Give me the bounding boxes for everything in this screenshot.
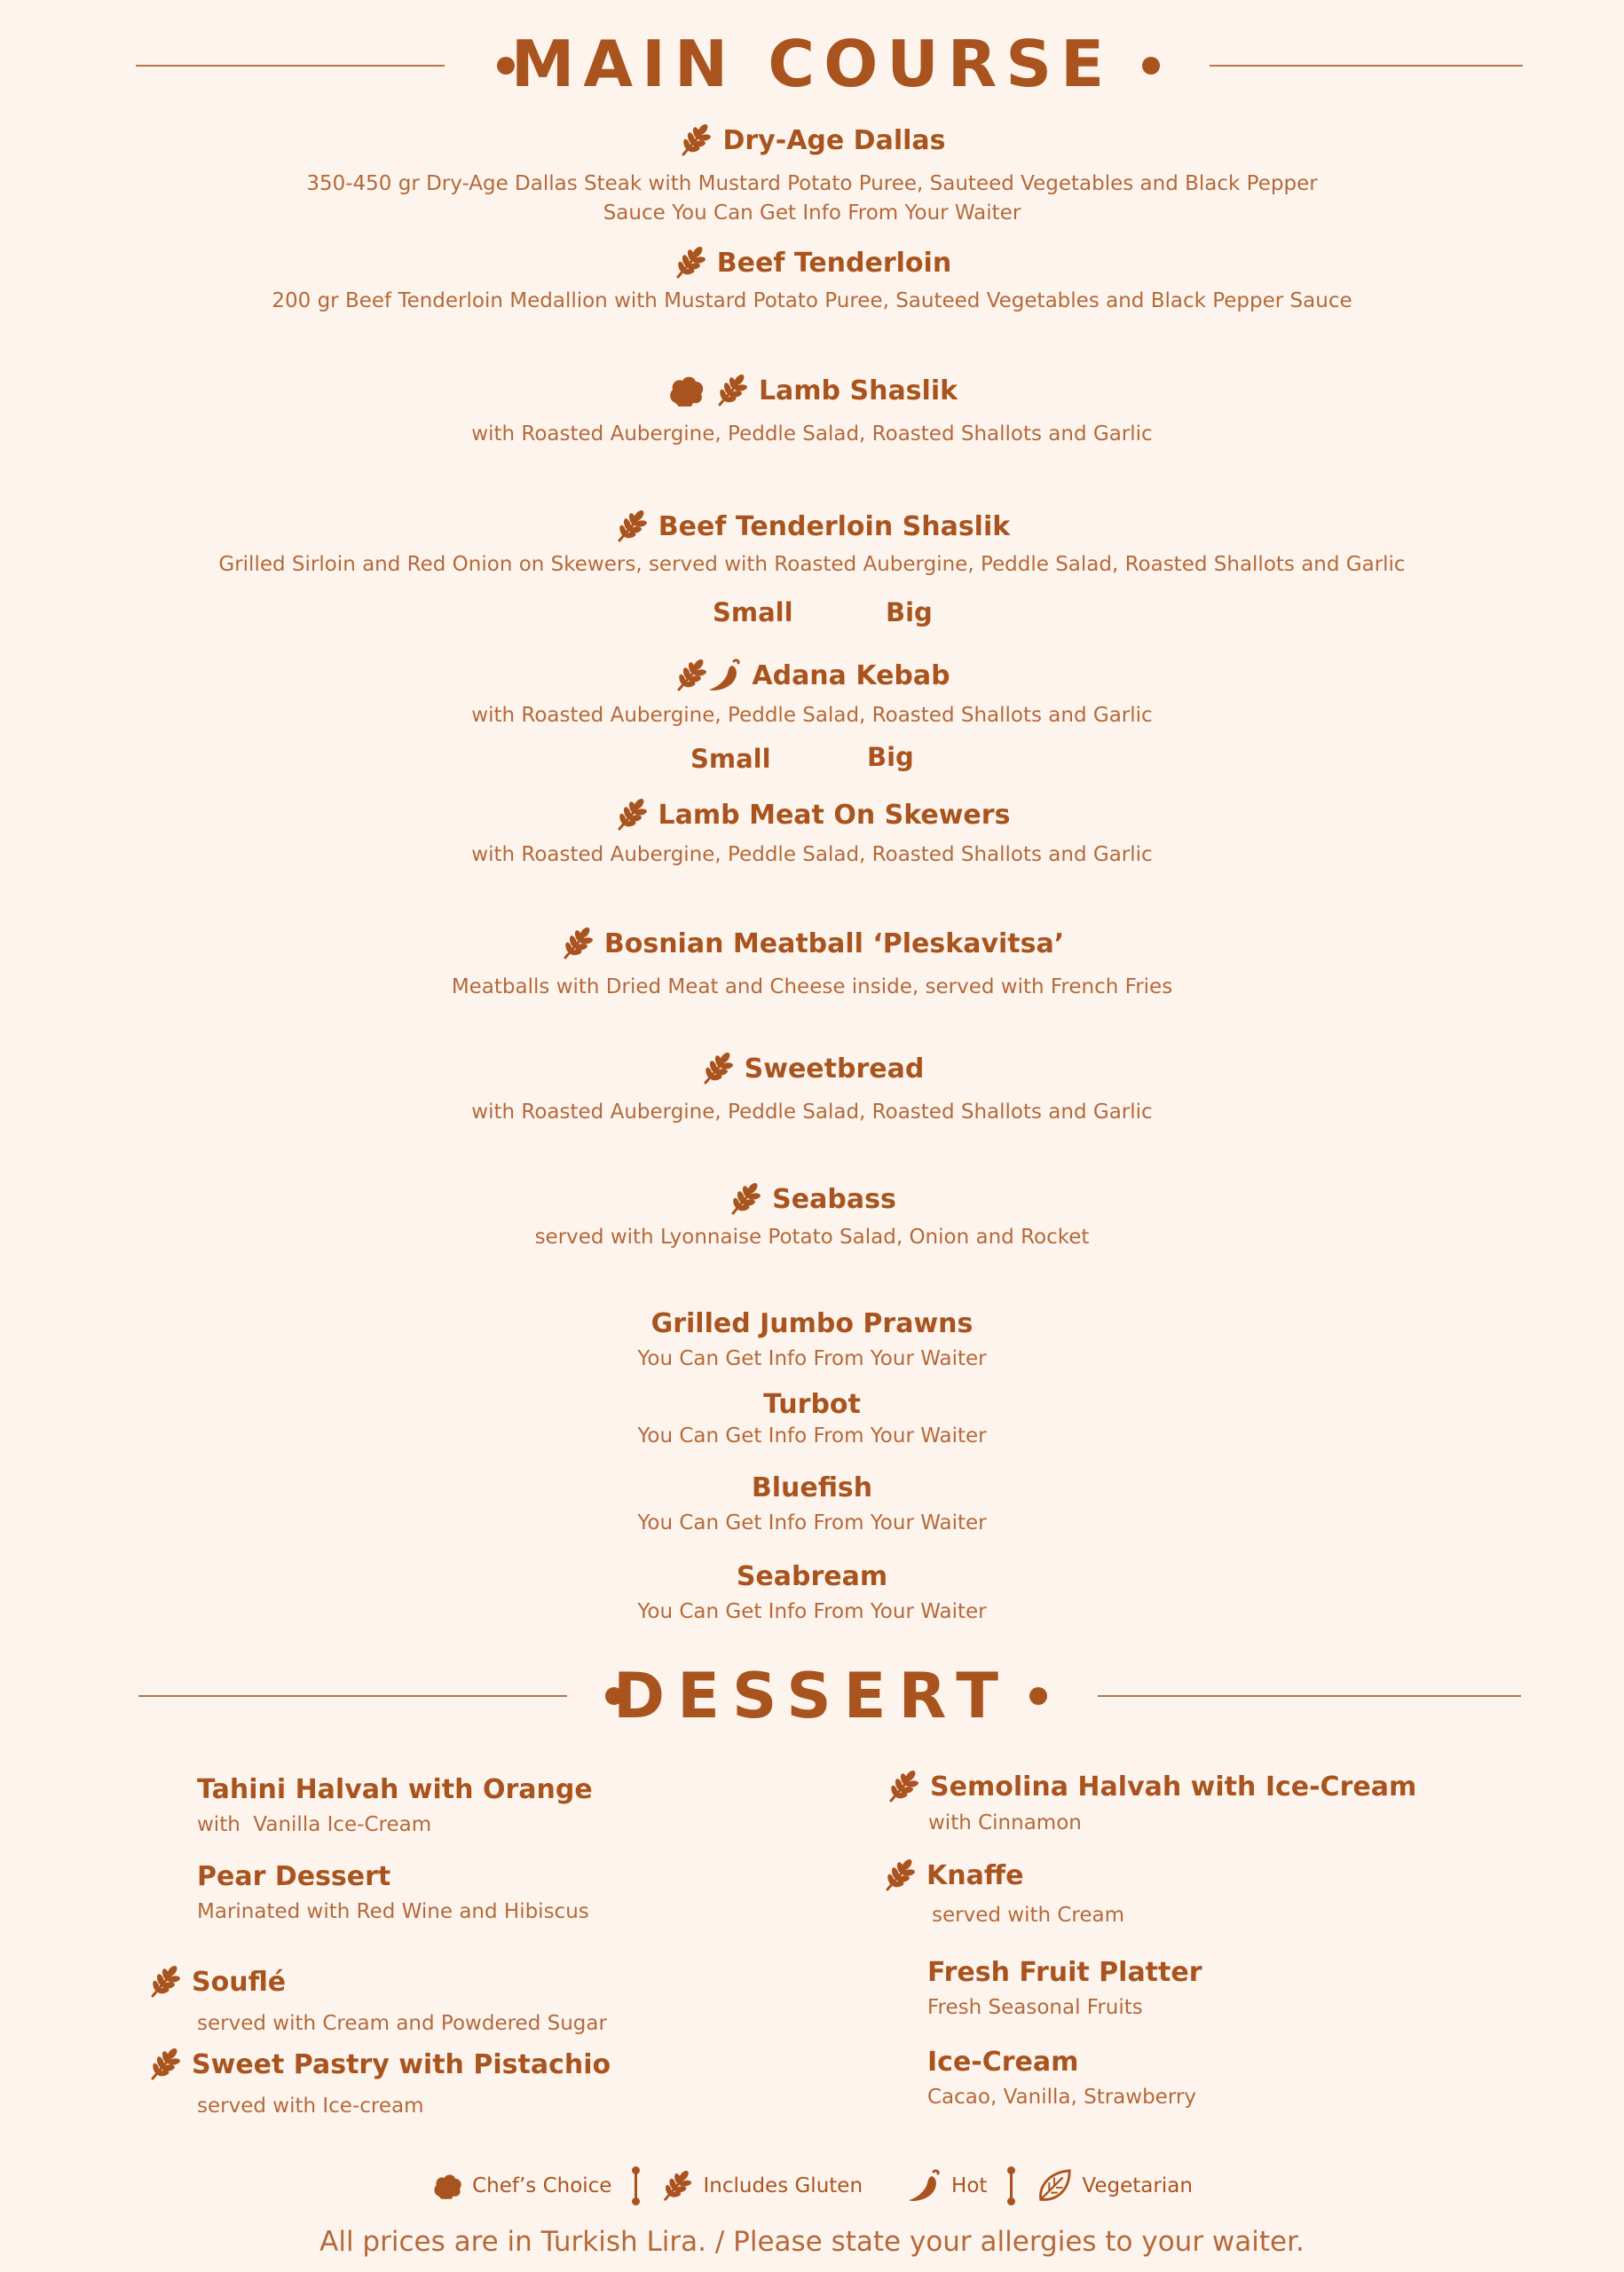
dish-desc: with Vanilla Ice-Cream xyxy=(197,1813,432,1836)
legend xyxy=(0,2166,1624,2206)
size-small-label: Small xyxy=(690,744,771,774)
dish-name: Semolina Halvah with Ice-Cream xyxy=(930,1771,1417,1803)
wheat-icon xyxy=(660,2169,694,2203)
dessert-soufle xyxy=(147,1964,607,2039)
dish-bluefish xyxy=(0,1472,1624,1538)
dish-name: Souflé xyxy=(192,1966,287,1998)
dish-name: Beef Tenderloin Shaslik xyxy=(658,510,1011,542)
dish-name: Adana Kebab xyxy=(752,659,950,691)
chili-icon xyxy=(707,655,743,696)
dish-desc: Meatballs with Dried Meat and Cheese inside, served with French Fries xyxy=(451,975,1173,998)
dish-desc: served with Cream xyxy=(932,1904,1125,1927)
dish-desc: with Roasted Aubergine, Peddle Salad, Roasted Shallots and Garlic xyxy=(471,704,1153,727)
legend-separator xyxy=(1010,2170,1013,2202)
wheat-icon xyxy=(886,1769,921,1804)
dish-name: Lamb Shaslik xyxy=(758,375,958,406)
dish-name: Pear Dessert xyxy=(197,1861,391,1892)
wheat-icon xyxy=(714,373,750,408)
dish-adana-kebab xyxy=(0,655,1624,730)
dish-desc: served with Cream and Powdered Sugar xyxy=(197,2012,607,2035)
dish-desc: You Can Get Info From Your Waiter xyxy=(637,1424,987,1448)
wheat-icon xyxy=(700,1051,736,1086)
dish-desc: You Can Get Info From Your Waiter xyxy=(637,1347,987,1370)
dish-desc: served with Lyonnaise Potato Salad, Onion and Rocket xyxy=(534,1226,1090,1249)
dish-name: Tahini Halvah with Orange xyxy=(197,1774,593,1805)
dish-name: Turbot xyxy=(763,1389,861,1420)
dish-seabass xyxy=(0,1181,1624,1252)
dish-desc: You Can Get Info From Your Waiter xyxy=(637,1511,987,1534)
dessert-title: DESSERT xyxy=(613,1660,1011,1732)
dish-grilled-jumbo-prawns xyxy=(0,1308,1624,1374)
dish-bosnian-meatball xyxy=(0,926,1624,1002)
dish-name: Seabream xyxy=(736,1561,888,1592)
wheat-icon xyxy=(614,509,650,544)
size-small-label: Small xyxy=(713,597,793,627)
wheat-icon xyxy=(147,1964,183,2000)
dish-name: Dry-Age Dallas xyxy=(722,124,946,156)
chef-hat-icon xyxy=(431,2171,463,2201)
wheat-icon xyxy=(728,1181,763,1217)
legend-hot-label: Hot xyxy=(951,2174,988,2197)
dessert-knaffe xyxy=(882,1858,1124,1930)
dish-dry-age-dallas xyxy=(0,122,1624,228)
header-rule-right xyxy=(1210,65,1523,67)
leaf-icon xyxy=(1036,2167,1073,2205)
dish-desc: You Can Get Info From Your Waiter xyxy=(637,1600,987,1623)
footer-note: All prices are in Turkish Lira. / Please state your allergies to your waiter. xyxy=(319,2226,1305,2258)
dish-sweetbread xyxy=(0,1051,1624,1127)
dish-name: Sweetbread xyxy=(744,1053,925,1085)
size-big-label: Big xyxy=(867,742,914,772)
dessert-pear xyxy=(197,1861,589,1927)
dish-desc: with Cinnamon xyxy=(928,1811,1082,1834)
dish-beef-tenderloin-shaslik xyxy=(0,509,1624,580)
dish-desc: Cacao, Vanilla, Strawberry xyxy=(927,2086,1196,2109)
dish-desc: 350-450 gr Dry-Age Dallas Steak with Mustard Potato Puree, Sauteed Vegetables and Black Pepper Sauce You Can Get Info From Your Waiter xyxy=(306,172,1318,225)
wheat-icon xyxy=(882,1858,918,1893)
dish-name: Fresh Fruit Platter xyxy=(927,1957,1202,1988)
dish-name: Ice-Cream xyxy=(927,2047,1079,2078)
chef-hat-icon xyxy=(666,373,706,408)
size-big-label: Big xyxy=(886,597,933,627)
main-course-title: MAIN COURSE xyxy=(510,27,1114,101)
wheat-icon xyxy=(560,926,595,961)
dish-desc: with Roasted Aubergine, Peddle Salad, Roasted Shallots and Garlic xyxy=(471,843,1153,866)
legend-separator xyxy=(635,2170,637,2202)
dish-name: Knaffe xyxy=(926,1859,1024,1891)
dish-desc: 200 gr Beef Tenderloin Medallion with Mustard Potato Puree, Sauteed Vegetables and Black Pepper Sauce xyxy=(272,289,1352,312)
dessert-rule-right xyxy=(1098,1695,1521,1697)
dessert-ice-cream xyxy=(927,2047,1196,2112)
legend-gluten-label: Includes Gluten xyxy=(703,2174,863,2197)
dish-name: Beef Tenderloin xyxy=(716,247,952,279)
dessert-semolina-halvah xyxy=(886,1769,1416,1838)
dish-name: Seabass xyxy=(772,1183,896,1215)
dish-name: Bosnian Meatball ‘Pleskavitsa’ xyxy=(603,927,1065,959)
dish-desc: Fresh Seasonal Fruits xyxy=(927,1996,1143,2019)
dish-name: Grilled Jumbo Prawns xyxy=(650,1308,974,1339)
header-dot-right xyxy=(1142,57,1160,75)
dessert-tahini-halvah xyxy=(197,1774,593,1840)
dish-name: Lamb Meat On Skewers xyxy=(658,799,1011,831)
dish-lamb-meat-on-skewers xyxy=(0,797,1624,870)
dish-desc: with Roasted Aubergine, Peddle Salad, Roasted Shallots and Garlic xyxy=(471,1100,1153,1124)
wheat-icon xyxy=(674,658,709,693)
wheat-icon xyxy=(673,245,708,280)
wheat-icon xyxy=(147,2047,183,2082)
dish-lamb-shaslik xyxy=(0,373,1624,449)
dish-turbot xyxy=(0,1389,1624,1451)
dessert-fresh-fruit-platter xyxy=(927,1957,1202,2023)
dish-seabream xyxy=(0,1561,1624,1627)
wheat-icon xyxy=(614,797,650,832)
wheat-icon xyxy=(678,122,713,158)
dish-beef-tenderloin xyxy=(0,245,1624,316)
dish-desc: with Roasted Aubergine, Peddle Salad, Roasted Shallots and Garlic xyxy=(471,422,1153,446)
dish-desc: Grilled Sirloin and Red Onion on Skewers, served with Roasted Aubergine, Peddle Salad, Roasted Shallots and Garlic xyxy=(218,553,1406,576)
dessert-sweet-pastry xyxy=(147,2047,611,2121)
dessert-dot-right xyxy=(1029,1687,1047,1705)
legend-chef-label: Chef’s Choice xyxy=(472,2174,612,2197)
dish-name: Sweet Pastry with Pistachio xyxy=(192,2048,611,2080)
chili-icon xyxy=(907,2166,942,2206)
legend-vegetarian-label: Vegetarian xyxy=(1082,2174,1193,2197)
dish-desc: Marinated with Red Wine and Hibiscus xyxy=(197,1900,589,1923)
dish-desc: served with Ice-cream xyxy=(197,2094,424,2118)
dish-name: Bluefish xyxy=(751,1472,873,1503)
